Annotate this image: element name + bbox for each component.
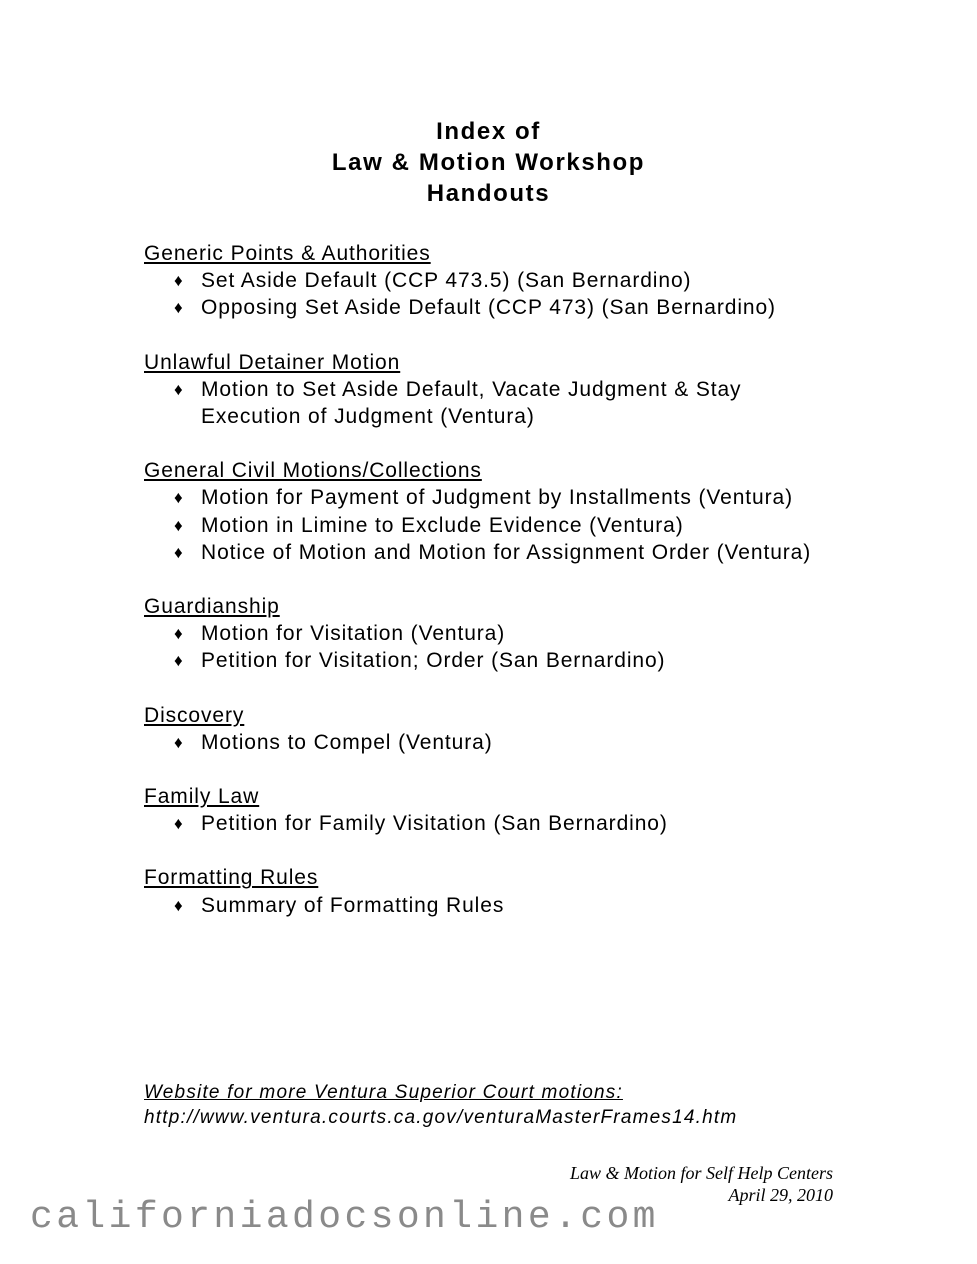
title-line-1: Index of (436, 118, 541, 145)
handout-item-text: Motion for Visitation (Ventura) (201, 622, 506, 646)
section-heading: Formatting Rules (144, 866, 319, 890)
handout-item (144, 892, 844, 919)
handout-item-text: Opposing Set Aside Default (CCP 473) (San Bernardino) (201, 296, 776, 320)
section (144, 349, 844, 431)
handout-item-text: Motion in Limine to Exclude Evidence (Ventura) (201, 513, 684, 537)
document-title (0, 116, 977, 209)
handout-list (144, 892, 844, 919)
section (144, 702, 844, 756)
handout-item-text: Motions to Compel (Ventura) (201, 730, 493, 754)
diamond-bullet-icon: ♦ (174, 515, 184, 535)
handout-list (144, 729, 844, 756)
handout-item-text: Motion to Set Aside Default, Vacate Judgment & Stay Execution of Judgment (Ventura) (201, 377, 742, 429)
handout-item (144, 294, 844, 321)
section (144, 240, 844, 322)
section-heading: Generic Points & Authorities (144, 242, 431, 265)
website-note (144, 1080, 737, 1130)
handout-list (144, 376, 844, 430)
diamond-bullet-icon: ♦ (174, 895, 184, 915)
handout-list (144, 267, 844, 321)
section-heading: Unlawful Detainer Motion (144, 350, 401, 374)
handout-item (144, 620, 844, 647)
footer-date: April 29, 2010 (728, 1185, 833, 1205)
handout-item-text: Motion for Payment of Judgment by Installments (Ventura) (201, 486, 793, 510)
title-line-2: Law & Motion Workshop (331, 149, 646, 176)
footer-title: Law & Motion for Self Help Centers (570, 1163, 833, 1183)
website-url[interactable]: http://www.ventura.courts.ca.gov/venturaMasterFrames14.htm (144, 1107, 738, 1128)
section (144, 864, 844, 918)
diamond-bullet-icon: ♦ (174, 732, 184, 752)
handout-index (144, 240, 844, 946)
handout-item-text: Summary of Formatting Rules (201, 893, 505, 917)
website-label: Website for more Ventura Superior Court motions: (144, 1082, 623, 1103)
handout-item (144, 539, 844, 566)
section (144, 457, 844, 566)
diamond-bullet-icon: ♦ (174, 271, 184, 291)
handout-item (144, 729, 844, 756)
diamond-bullet-icon: ♦ (174, 379, 184, 399)
diamond-bullet-icon: ♦ (174, 298, 184, 318)
section-heading: Guardianship (144, 595, 280, 619)
handout-item (144, 484, 844, 511)
section (144, 593, 844, 675)
handout-item-text: Notice of Motion and Motion for Assignment Order (Ventura) (201, 540, 812, 564)
handout-list (144, 810, 844, 837)
section-heading: General Civil Motions/Collections (144, 459, 482, 483)
section-heading: Discovery (144, 703, 245, 727)
diamond-bullet-icon: ♦ (174, 651, 184, 671)
handout-list (144, 620, 844, 674)
section-heading: Family Law (144, 785, 260, 809)
handout-item-text: Petition for Family Visitation (San Bernardino) (201, 812, 668, 836)
diamond-bullet-icon: ♦ (174, 488, 184, 508)
handout-item (144, 267, 844, 294)
diamond-bullet-icon: ♦ (174, 814, 184, 834)
diamond-bullet-icon: ♦ (174, 624, 184, 644)
handout-item-text: Set Aside Default (CCP 473.5) (San Bernardino) (201, 269, 692, 293)
section (144, 783, 844, 837)
handout-item (144, 512, 844, 539)
handout-item (144, 810, 844, 837)
title-line-3: Handouts (426, 180, 551, 207)
handout-item (144, 647, 844, 674)
handout-item (144, 376, 844, 430)
diamond-bullet-icon: ♦ (174, 542, 184, 562)
handout-item-text: Petition for Visitation; Order (San Bernardino) (201, 649, 666, 673)
watermark: californiadocsonline.com (30, 1196, 659, 1239)
handout-list (144, 484, 844, 566)
